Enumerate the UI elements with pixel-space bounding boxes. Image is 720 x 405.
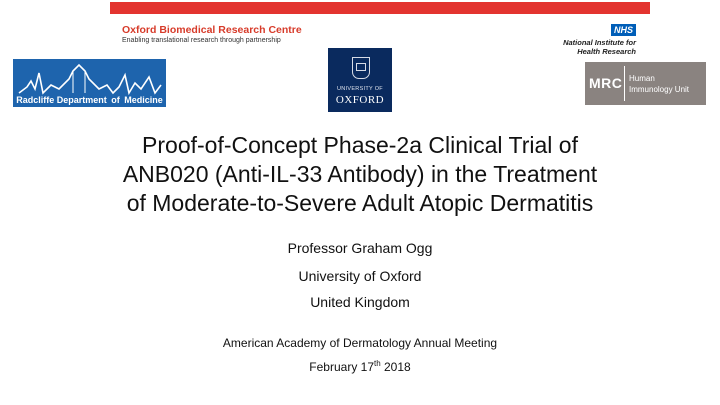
nihr-logo xyxy=(486,20,636,56)
date-superscript: th xyxy=(374,359,381,368)
nihr-line-2: Health Research xyxy=(577,47,636,56)
speaker-country: United Kingdom xyxy=(310,294,410,310)
meeting-name: American Academy of Dermatology Annual Meeting xyxy=(222,336,498,350)
radcliffe-label xyxy=(13,95,166,105)
title-line: Proof-of-Concept Phase-2a Clinical Trial of xyxy=(142,132,578,158)
date-suffix: 2018 xyxy=(380,360,411,374)
oxford-crest-icon xyxy=(352,57,370,79)
oxford-logo xyxy=(328,48,392,112)
meeting-date xyxy=(0,359,720,374)
obrc-logo xyxy=(122,24,302,45)
radcliffe-label-sep: of xyxy=(111,95,120,105)
obrc-tagline: Enabling translational research through partnership xyxy=(122,37,281,44)
mrc-line-2: Immunology Unit xyxy=(629,85,690,94)
nhs-badge: NHS xyxy=(611,24,636,36)
mrc-abbr: MRC xyxy=(589,75,623,91)
radcliffe-logo xyxy=(13,59,166,107)
title-line: ANB020 (Anti-IL-33 Antibody) in the Treatment xyxy=(122,161,598,187)
nihr-line-1: National Institute for xyxy=(563,38,636,47)
oxford-logo-top: UNIVERSITY OF xyxy=(337,86,383,92)
mrc-divider xyxy=(624,66,625,101)
radcliffe-label-left: Radcliffe Department xyxy=(16,95,107,105)
title-line: of Moderate-to-Severe Adult Atopic Dermatitis xyxy=(126,190,594,216)
date-prefix: February 17 xyxy=(309,360,374,374)
top-red-bar xyxy=(110,2,650,14)
speaker-name: Professor Graham Ogg xyxy=(287,240,433,256)
slide-title xyxy=(40,131,680,218)
speaker-university: University of Oxford xyxy=(298,268,422,284)
mrc-logo xyxy=(585,62,706,105)
obrc-name: Oxford Biomedical Research Centre xyxy=(122,24,302,36)
mrc-line-1: Human xyxy=(629,74,655,83)
oxford-logo-name: OXFORD xyxy=(335,94,385,106)
radcliffe-label-right: Medicine xyxy=(124,95,163,105)
